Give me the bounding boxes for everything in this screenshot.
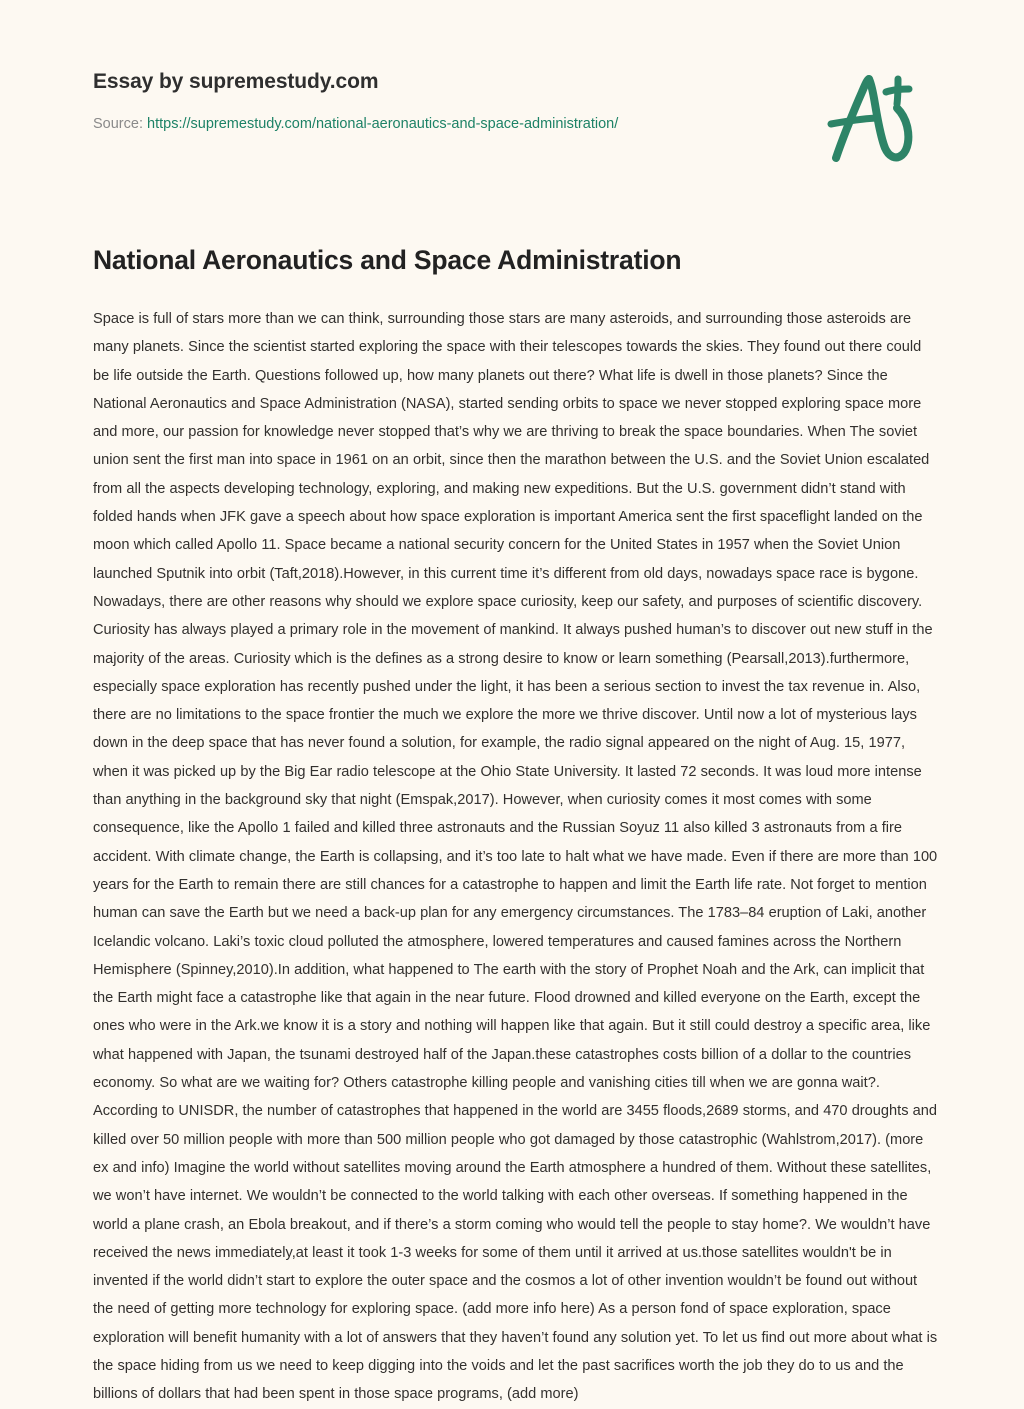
brand-title: Essay by supremestudy.com bbox=[93, 70, 379, 93]
article-container bbox=[93, 243, 939, 1409]
source-line bbox=[93, 114, 733, 134]
a-plus-logo-icon bbox=[812, 66, 924, 170]
page-title: National Aeronautics and Space Administration bbox=[93, 245, 682, 275]
source-url-link[interactable]: https://supremestudy.com/national-aeronautics-and-space-administration/ bbox=[147, 116, 619, 132]
document-header bbox=[0, 0, 1024, 200]
article-body: Space is full of stars more than we can think, surrounding those stars are many asteroids, and surrounding those asteroids are many planets. Since the scientist started exploring the space with their telescopes towards the skies. They found out there could be life outside the Earth. Questions followed up, how many planets out there? What life is dwell in those planets? Since the National Aeronautics and Space Administration (NASA), started sending orbits to space we never stopped exploring space more and more, our passion for knowledge never stopped that’s why we are thriving to break the space boundaries. When The soviet union sent the first man into space in 1961 on an orbit, since then the marathon between the U.S. and the Soviet Union escalated from all the aspects developing technology, exploring, and making new expeditions. But the U.S. government didn’t stand with folded hands when JFK gave a speech about how space exploration is important America sent the first spaceflight landed on the moon which called Apollo 11. Space became a national security concern for the United States in 1957 when the Soviet Union launched Sputnik into orbit (Taft,2018).However, in this current time it’s different from old days, nowadays space race is bygone. Nowadays, there are other reasons why should we explore space curiosity, keep our safety, and purposes of scientific discovery. Curiosity has always played a primary role in the movement of mankind. It always pushed human’s to discover out new stuff in the majority of the areas. Curiosity which is the defines as a strong desire to know or learn something (Pearsall,2013).furthermore, especially space exploration has recently pushed under the light, it has been a serious section to invest the tax revenue in. Also, there are no limitations to the space frontier the much we explore the more we thrive discover. Until now a lot of mysterious lays down in the deep space that has never found a solution, for example, the radio signal appeared on the night of Aug. 15, 1977, when it was picked up by the Big Ear radio telescope at the Ohio State University. It lasted 72 seconds. It was loud more intense than anything in the background sky that night (Emspak,2017). However, when curiosity comes it most comes with some consequence, like the Apollo 1 failed and killed three astronauts and the Russian Soyuz 11 also killed 3 astronauts from a fire accident. With climate change, the Earth is collapsing, and it’s too late to halt what we have made. Even if there are more than 100 years for the Earth to remain there are still chances for a catastrophe to happen and limit the Earth life rate. Not forget to mention human can save the Earth but we need a back-up plan for any emergency circumstances. The 1783–84 eruption of Laki, another Icelandic volcano. Laki’s toxic cloud polluted the atmosphere, lowered temperatures and caused famines across the Northern Hemisphere (Spinney,2010).In addition, what happened to The earth with the story of Prophet Noah and the Ark, can implicit that the Earth might face a catastrophe like that again in the near future. Flood drowned and killed everyone on the Earth, except the ones who were in the Ark.we know it is a story and nothing will happen like that again. But it still could destroy a specific area, like what happened with Japan, the tsunami destroyed half of the Japan.these catastrophes costs billion of a dollar to the countries economy. So what are we waiting for? Others catastrophe killing people and vanishing cities till when we are gonna wait?. According to UNISDR, the number of catastrophes that happened in the world are 3455 floods,2689 storms, and 470 droughts and killed over 50 million people with more than 500 million people who got damaged by those catastrophic (Wahlstrom,2017). (more ex and info) Imagine the world without satellites moving around the Earth atmosphere a hundred of them. Without these satellites, we won’t have internet. We wouldn’t be connected to the world talking with each other overseas. If something happened in the world a plane crash, an Ebola breakout, and if there’s a storm coming who would tell the people to stay home?. We wouldn’t have received the news immediately,at least it took 1-3 weeks for some of them until it arrived at us.those satellites wouldn't be in invented if the world didn’t start to explore the outer space and the cosmos a lot of other invention wouldn’t be found out without the need of getting more technology for exploring space. (add more info here) As a person fond of space exploration, space exploration will benefit humanity with a lot of answers that they haven’t found any solution yet. To let us find out more about what is the space hiding from us we need to keep digging into the voids and let the past sacrifices worth the job they do to us and the billions of dollars that had been spent in those space programs, (add more) bbox=[93, 311, 938, 1403]
brand-block bbox=[93, 68, 733, 134]
source-label: Source: bbox=[93, 116, 143, 132]
